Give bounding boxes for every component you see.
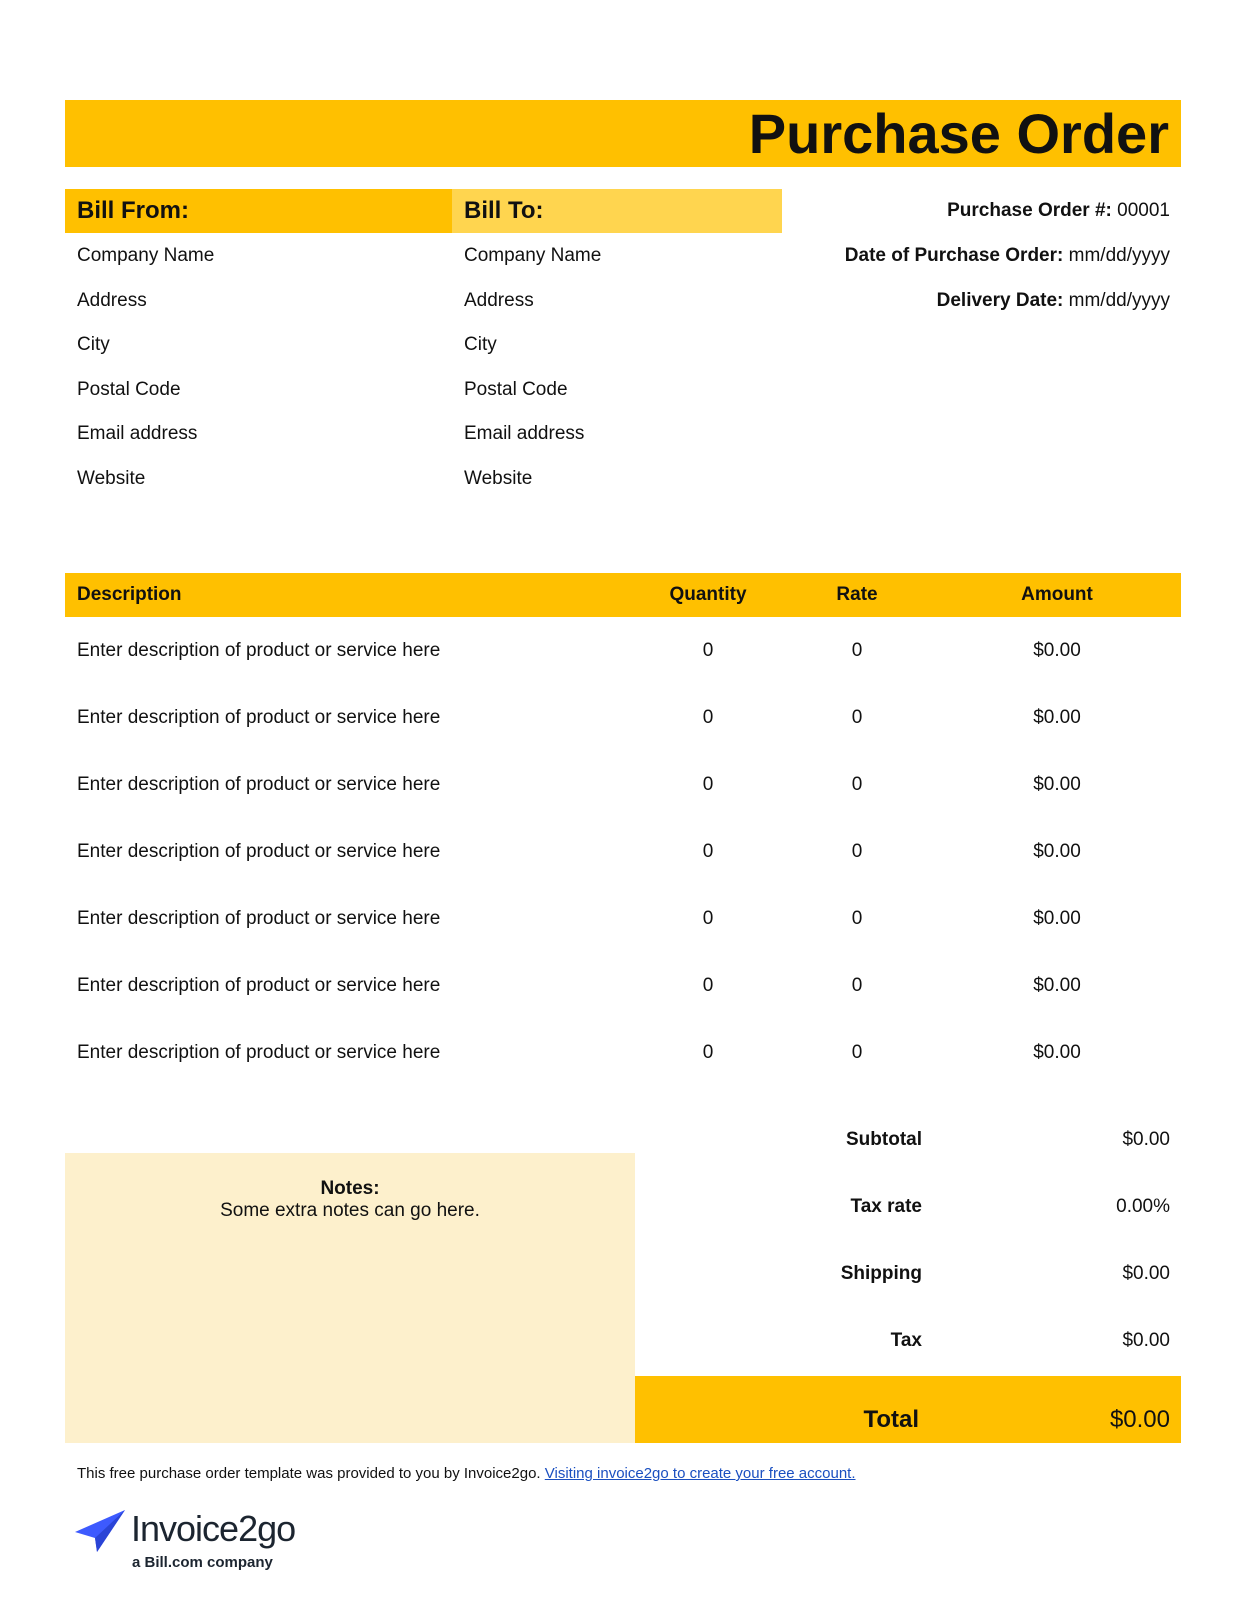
row-rate[interactable]: 0 bbox=[851, 640, 863, 661]
row-description[interactable]: Enter description of product or service here bbox=[77, 640, 441, 661]
logo-wordmark: Invoice2go bbox=[131, 1508, 296, 1549]
bill-to-line: Company Name bbox=[464, 245, 602, 266]
bill-from-line: Email address bbox=[77, 423, 198, 444]
table-row bbox=[65, 770, 1181, 800]
row-rate[interactable]: 0 bbox=[851, 975, 863, 996]
po-date bbox=[845, 244, 1170, 268]
row-rate[interactable]: 0 bbox=[851, 841, 863, 862]
bill-to-line: City bbox=[464, 334, 497, 355]
bill-from-line: Website bbox=[77, 468, 146, 489]
header-quantity: Quantity bbox=[669, 584, 747, 605]
header-amount: Amount bbox=[1021, 584, 1093, 605]
table-row bbox=[65, 636, 1181, 666]
summary-value: 0.00% bbox=[1116, 1196, 1170, 1217]
notes-label: Notes: bbox=[320, 1178, 380, 1199]
po-number-value: 00001 bbox=[1117, 200, 1170, 221]
table-row bbox=[65, 1038, 1181, 1068]
logo-tagline: a Bill.com company bbox=[132, 1554, 273, 1571]
bill-to-line: Postal Code bbox=[464, 379, 568, 400]
row-description[interactable]: Enter description of product or service here bbox=[77, 908, 441, 929]
row-rate[interactable]: 0 bbox=[851, 1042, 863, 1063]
row-description[interactable]: Enter description of product or service here bbox=[77, 774, 441, 795]
row-rate[interactable]: 0 bbox=[851, 774, 863, 795]
row-quantity[interactable]: 0 bbox=[702, 841, 714, 862]
header-description: Description bbox=[77, 584, 182, 605]
total-band bbox=[635, 1376, 1181, 1443]
bill-to-line: Address bbox=[464, 290, 534, 311]
row-amount: $0.00 bbox=[1033, 975, 1081, 996]
row-quantity[interactable]: 0 bbox=[702, 975, 714, 996]
row-quantity[interactable]: 0 bbox=[702, 707, 714, 728]
summary-label: Tax rate bbox=[850, 1196, 922, 1217]
row-quantity[interactable]: 0 bbox=[702, 1042, 714, 1063]
bill-from-line: City bbox=[77, 334, 110, 355]
header-rate: Rate bbox=[836, 584, 878, 605]
summary-value: $0.00 bbox=[1122, 1129, 1170, 1150]
footer bbox=[77, 1465, 856, 1482]
footer-text: This free purchase order template was provided to you by Invoice2go. bbox=[77, 1465, 541, 1482]
delivery-date-label: Delivery Date: bbox=[936, 290, 1064, 311]
row-amount: $0.00 bbox=[1033, 774, 1081, 795]
row-amount: $0.00 bbox=[1033, 640, 1081, 661]
po-number-label: Purchase Order #: bbox=[947, 200, 1112, 221]
row-amount: $0.00 bbox=[1033, 908, 1081, 929]
paper-plane-icon bbox=[75, 1510, 125, 1552]
bill-from-line: Address bbox=[77, 290, 147, 311]
row-description[interactable]: Enter description of product or service here bbox=[77, 1042, 441, 1063]
row-rate[interactable]: 0 bbox=[851, 908, 863, 929]
row-amount: $0.00 bbox=[1033, 1042, 1081, 1063]
row-description[interactable]: Enter description of product or service here bbox=[77, 975, 441, 996]
row-amount: $0.00 bbox=[1033, 707, 1081, 728]
notes-text: Some extra notes can go here. bbox=[220, 1200, 480, 1221]
row-quantity[interactable]: 0 bbox=[702, 640, 714, 661]
title-banner bbox=[65, 100, 1181, 167]
total-label: Total bbox=[863, 1406, 919, 1433]
table-row bbox=[65, 904, 1181, 934]
summary-value: $0.00 bbox=[1122, 1330, 1170, 1351]
bill-to-line: Email address bbox=[464, 423, 585, 444]
row-quantity[interactable]: 0 bbox=[702, 774, 714, 795]
summary-value: $0.00 bbox=[1122, 1263, 1170, 1284]
summary-label: Shipping bbox=[840, 1263, 922, 1284]
delivery-date bbox=[937, 289, 1170, 313]
bill-from-line: Postal Code bbox=[77, 379, 181, 400]
row-quantity[interactable]: 0 bbox=[702, 908, 714, 929]
bill-from-line: Company Name bbox=[77, 245, 215, 266]
row-description[interactable]: Enter description of product or service here bbox=[77, 841, 441, 862]
page-title: Purchase Order bbox=[748, 102, 1169, 165]
table-row bbox=[65, 971, 1181, 1001]
po-date-value: mm/dd/yyyy bbox=[1068, 245, 1170, 266]
signup-link[interactable]: Visiting invoice2go to create your free account. bbox=[544, 1465, 856, 1482]
delivery-date-value: mm/dd/yyyy bbox=[1068, 290, 1170, 311]
bill-to-heading: Bill To: bbox=[452, 189, 782, 233]
bill-to-line: Website bbox=[464, 468, 533, 489]
notes-box bbox=[65, 1153, 635, 1443]
summary-label: Tax bbox=[890, 1330, 922, 1351]
summary-label: Subtotal bbox=[846, 1129, 922, 1150]
bill-from-heading: Bill From: bbox=[65, 189, 452, 233]
po-date-label: Date of Purchase Order: bbox=[844, 245, 1064, 266]
row-description[interactable]: Enter description of product or service here bbox=[77, 707, 441, 728]
table-row bbox=[65, 703, 1181, 733]
row-amount: $0.00 bbox=[1033, 841, 1081, 862]
table-header bbox=[65, 573, 1181, 617]
po-number bbox=[947, 199, 1170, 223]
row-rate[interactable]: 0 bbox=[851, 707, 863, 728]
total-value: $0.00 bbox=[1109, 1406, 1170, 1433]
table-row bbox=[65, 837, 1181, 867]
